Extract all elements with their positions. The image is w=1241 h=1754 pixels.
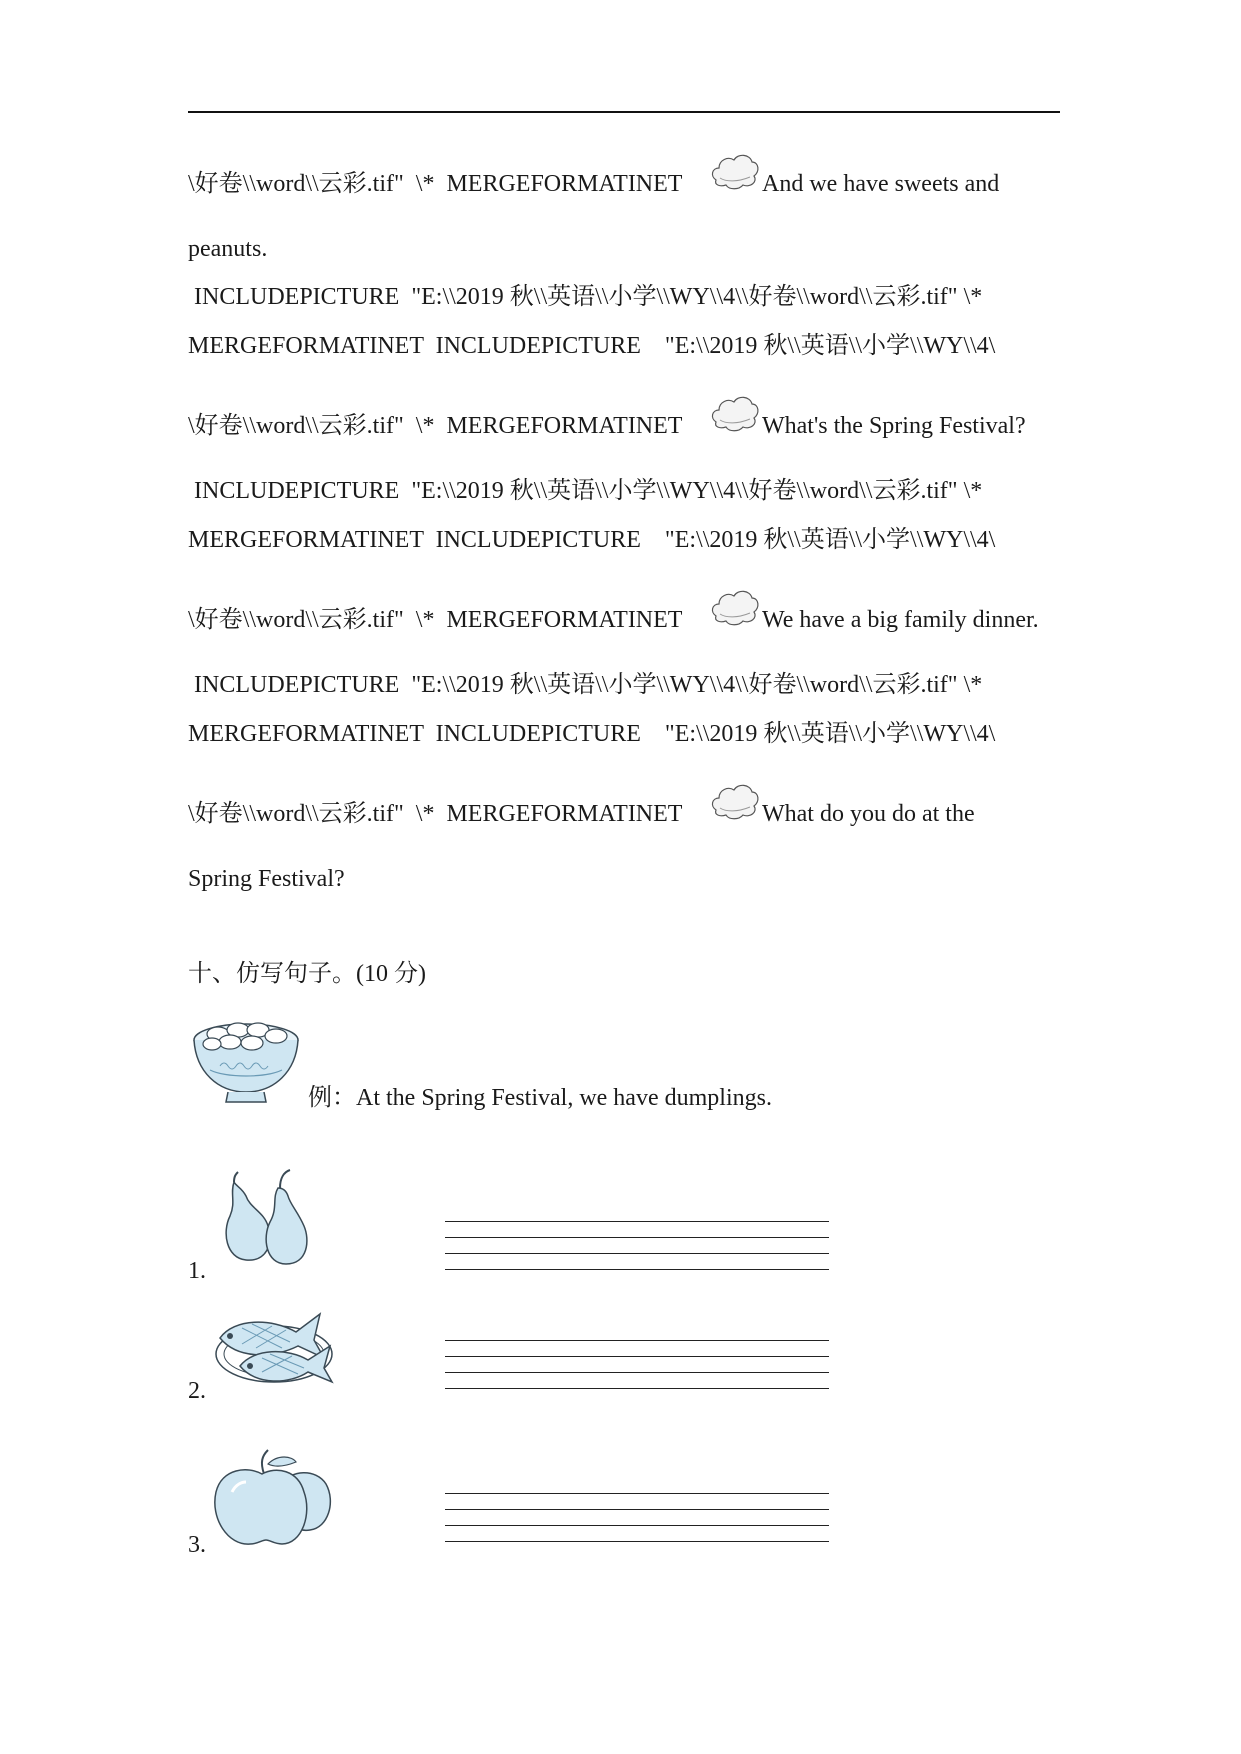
field-code-line: MERGEFORMATINET INCLUDEPICTURE "E:\\2019 秋\\英语\\小学\\WY\\4\ xyxy=(188,333,996,359)
cloud-icon xyxy=(710,150,760,194)
writing-line xyxy=(445,1509,829,1510)
dialogue-line: We have a big family dinner. xyxy=(762,607,1039,633)
writing-line xyxy=(445,1340,829,1341)
section-heading: 十、仿写句子。(10 分) xyxy=(188,961,426,987)
writing-line xyxy=(445,1269,829,1270)
cloud-icon xyxy=(710,392,760,436)
dialogue-line: And we have sweets and xyxy=(762,171,1000,197)
pears-icon xyxy=(220,1168,310,1270)
dialogue-line: What do you do at the xyxy=(762,801,975,827)
writing-line xyxy=(445,1221,829,1222)
field-code-line: \好卷\\word\\云彩.tif" \* MERGEFORMATINET xyxy=(188,801,683,827)
dialogue-line: peanuts. xyxy=(188,236,268,262)
cloud-icon xyxy=(710,586,760,630)
item-number: 3. xyxy=(188,1532,206,1558)
writing-line xyxy=(445,1525,829,1526)
writing-line xyxy=(445,1356,829,1357)
item-number: 2. xyxy=(188,1378,206,1404)
top-rule xyxy=(188,111,1060,113)
field-code-line: \好卷\\word\\云彩.tif" \* MERGEFORMATINET xyxy=(188,413,683,439)
writing-line xyxy=(445,1388,829,1389)
item-number: 1. xyxy=(188,1258,206,1284)
writing-line xyxy=(445,1541,829,1542)
field-code-line: INCLUDEPICTURE "E:\\2019 秋\\英语\\小学\\WY\\4\\好卷\\word\\云彩.tif" \* xyxy=(188,672,983,698)
writing-line xyxy=(445,1237,829,1238)
writing-line xyxy=(445,1372,829,1373)
field-code-line: \好卷\\word\\云彩.tif" \* MERGEFORMATINET xyxy=(188,171,683,197)
cloud-icon xyxy=(710,780,760,824)
dumplings-bowl-icon xyxy=(190,1010,302,1106)
field-code-line: \好卷\\word\\云彩.tif" \* MERGEFORMATINET xyxy=(188,607,683,633)
apples-icon xyxy=(212,1448,336,1548)
field-code-line: MERGEFORMATINET INCLUDEPICTURE "E:\\2019 秋\\英语\\小学\\WY\\4\ xyxy=(188,527,996,553)
field-code-line: INCLUDEPICTURE "E:\\2019 秋\\英语\\小学\\WY\\4\\好卷\\word\\云彩.tif" \* xyxy=(188,284,983,310)
field-code-line: MERGEFORMATINET INCLUDEPICTURE "E:\\2019 秋\\英语\\小学\\WY\\4\ xyxy=(188,721,996,747)
dialogue-line: What's the Spring Festival? xyxy=(762,413,1026,439)
writing-line xyxy=(445,1493,829,1494)
field-code-line: INCLUDEPICTURE "E:\\2019 秋\\英语\\小学\\WY\\4\\好卷\\word\\云彩.tif" \* xyxy=(188,478,983,504)
fish-icon xyxy=(212,1298,338,1390)
example-sentence: 例：At the Spring Festival, we have dumplings. xyxy=(308,1085,772,1111)
dialogue-line: Spring Festival? xyxy=(188,866,345,892)
writing-line xyxy=(445,1253,829,1254)
